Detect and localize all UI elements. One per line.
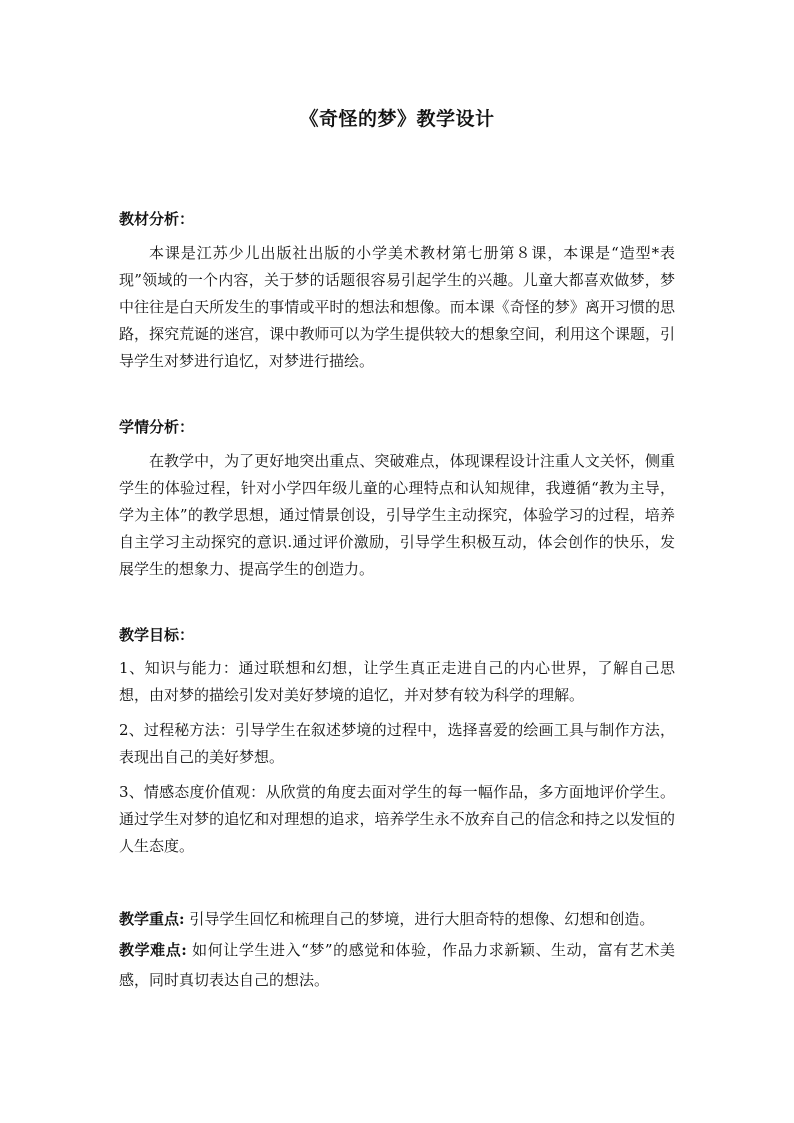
section-heading-material-analysis: 教材分析：: [119, 210, 195, 228]
paragraph-material-analysis: 本课是江苏少儿出版社出版的小学美术教材第七册第８课，本课是“造型*表现”领域的一个内容，关于梦的话题很容易引起学生的兴趣。儿童大都喜欢做梦，梦中往往是白天所发生的事情或平时的想法和想像。而本课《奇怪的梦》离开习惯的思路，探究荒诞的迷宫，课中教师可以为学生提供较大的想象空间，利用这个课题，引导学生对梦进行追忆，对梦进行描绘。: [119, 244, 675, 370]
key-point-text: 引导学生回忆和梳理自己的梦境，进行大胆奇特的想像、幻想和创造。: [184, 910, 655, 928]
document-title: 《奇怪的梦》教学设计: [299, 108, 495, 130]
section-heading-learner-analysis: 学情分析：: [119, 418, 195, 436]
key-point-label: 教学重点:: [119, 910, 185, 928]
difficulty-label: 教学难点:: [119, 941, 187, 959]
objective-item-2: 2、过程秘方法：引导学生在叙述梦境的过程中，选择喜爱的绘画工具与制作方法，表现出自己的美好梦想。: [119, 721, 675, 766]
teaching-key-point: [119, 904, 675, 934]
section-heading-teaching-objectives: 教学目标：: [119, 626, 195, 644]
paragraph-learner-analysis: 在教学中，为了更好地突出重点、突破难点，体现课程设计注重人文关怀，侧重学生的体验过程，针对小学四年级儿童的心理特点和认知规律，我遵循“教为主导，学为主体”的教学思想，通过情景创设，引导学生主动探究，体验学习的过程，培养自主学习主动探究的意识.通过评价激励，引导学生积极互动，体会创作的快乐，发展学生的想象力、提高学生的创造力。: [119, 452, 675, 578]
objective-item-3: 3、情感态度价值观：从欣赏的角度去面对学生的每一幅作品，多方面地评价学生。通过学生对梦的追忆和对理想的追求，培养学生永不放弃自己的信念和持之以发恒的人生态度。: [119, 783, 675, 855]
teaching-difficulty: [119, 935, 675, 995]
objective-item-1: 1、知识与能力：通过联想和幻想，让学生真正走进自己的内心世界，了解自己思想，由对梦的描绘引发对美好梦境的追忆，并对梦有较为科学的理解。: [119, 659, 675, 704]
difficulty-text: 如何让学生进入“梦”的感觉和体验，作品力求新颖、生动，富有艺术美感，同时真切表达自己的想法。: [119, 941, 676, 989]
